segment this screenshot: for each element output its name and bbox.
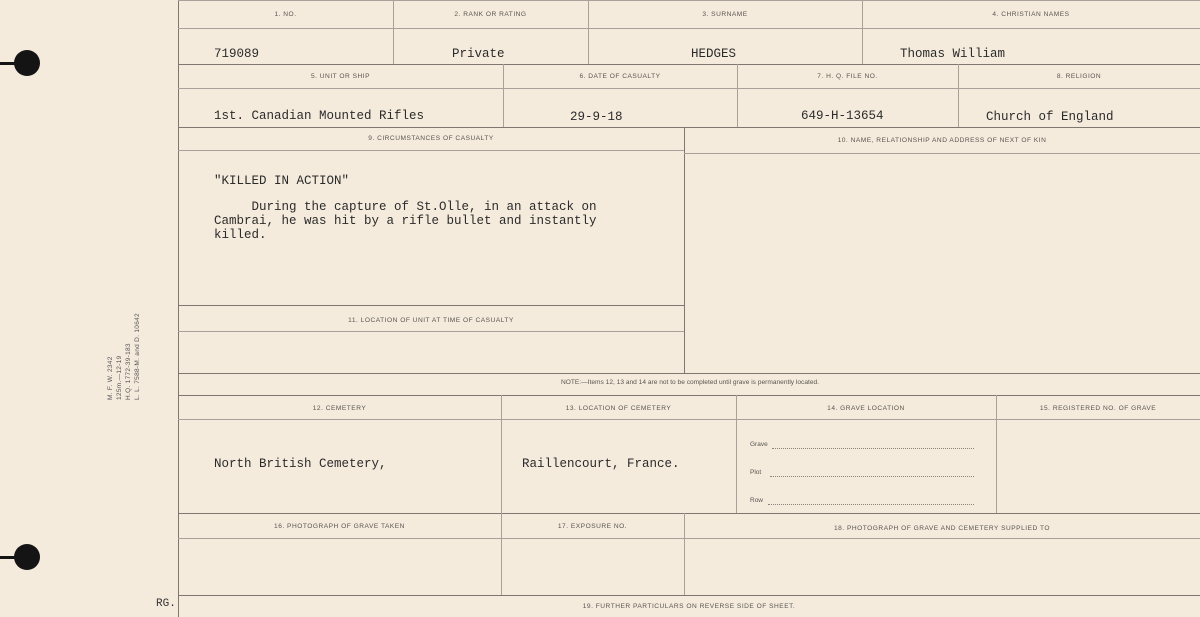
imprint-line: M. F. W. 2342 (107, 356, 114, 400)
rule (178, 0, 1200, 1)
circumstances-line: Cambrai, he was hit by a rifle bullet and instantly (214, 214, 597, 228)
photo-taken-label: 16. PHOTOGRAPH OF GRAVE TAKEN (274, 523, 405, 530)
no-value: 719089 (214, 47, 260, 61)
registered-no-label: 15. REGISTERED NO. OF GRAVE (1039, 405, 1157, 412)
religion-label: 8. RELIGION (1056, 73, 1102, 80)
surname-label: 3. SURNAME (702, 11, 748, 18)
rank-label: 2. RANK OR RATING (454, 11, 527, 18)
rule (178, 88, 1200, 89)
rule (178, 64, 1200, 65)
date-value: 29-9-18 (570, 110, 623, 124)
rule (178, 305, 684, 306)
rule (393, 0, 394, 64)
surname-value: HEDGES (691, 47, 737, 61)
rule (684, 153, 1200, 154)
circumstances-heading: "KILLED IN ACTION" (214, 174, 350, 188)
circumstances-line: killed. (214, 228, 267, 242)
grave-field-label: Grave (750, 441, 768, 448)
cemetery-value: North British Cemetery, (214, 457, 387, 471)
rule (178, 150, 684, 151)
rule (588, 0, 589, 64)
imprint-line: 125m.—12-19 (116, 355, 123, 400)
imprint-line: H.Q. 1772-39-183 (125, 343, 132, 400)
circumstances-line: During the capture of St.Olle, in an attack on (214, 200, 597, 214)
rule (996, 395, 997, 513)
file-no-value: 649-H-13654 (801, 109, 884, 123)
location-of-unit-label: 11. LOCATION OF UNIT AT TIME OF CASUALTY (348, 317, 514, 324)
rule (736, 395, 737, 513)
cemetery-location-label: 13. LOCATION OF CEMETERY (565, 405, 672, 412)
no-label: 1. NO. (274, 11, 297, 18)
exposure-no-label: 17. EXPOSURE NO. (557, 523, 628, 530)
plot-dotted-line (770, 476, 974, 477)
corner-code: RG. (156, 598, 176, 610)
rule (862, 0, 863, 64)
date-label: 6. DATE OF CASUALTY (579, 73, 661, 80)
next-of-kin-label: 10. NAME, RELATIONSHIP AND ADDRESS OF NEXT OF KIN (837, 137, 1047, 144)
unit-label: 5. UNIT OR SHIP (310, 73, 371, 80)
punch-hole-top-tab (0, 62, 16, 65)
grave-dotted-line (772, 448, 974, 449)
rule (178, 595, 1200, 596)
punch-hole-bottom (14, 544, 40, 570)
rule (178, 28, 1200, 29)
imprint-line: L. L. 7588-M. and D. 10642 (134, 313, 141, 400)
christian-names-label: 4. CHRISTIAN NAMES (992, 11, 1070, 18)
rule (178, 373, 1200, 374)
rank-value: Private (452, 47, 505, 61)
punch-hole-bottom-tab (0, 556, 16, 559)
religion-value: Church of England (986, 110, 1114, 124)
christian-names-value: Thomas William (900, 47, 1006, 61)
grave-note: NOTE:—Items 12, 13 and 14 are not to be completed until grave is permanently located. (560, 379, 820, 386)
rule (178, 331, 684, 332)
further-particulars-label: 19. FURTHER PARTICULARS ON REVERSE SIDE OF SHEET. (582, 603, 796, 610)
rule (178, 538, 1200, 539)
plot-field-label: Plot (750, 469, 762, 476)
row-dotted-line (768, 504, 974, 505)
photo-supplied-label: 18. PHOTOGRAPH OF GRAVE AND CEMETERY SUPPLIED TO (833, 525, 1050, 532)
grave-location-label: 14. GRAVE LOCATION (827, 405, 905, 412)
cemetery-label: 12. CEMETERY (312, 405, 367, 412)
row-field-label: Row (750, 497, 764, 504)
circumstances-label: 9. CIRCUMSTANCES OF CASUALTY (368, 135, 494, 142)
rule (178, 513, 1200, 514)
printer-imprint (106, 313, 142, 400)
rule (178, 419, 1200, 420)
rule (178, 395, 1200, 396)
cemetery-location-value: Raillencourt, France. (522, 457, 680, 471)
rule (501, 395, 502, 513)
rule (178, 127, 1200, 128)
punch-hole-top (14, 50, 40, 76)
file-no-label: 7. H. Q. FILE NO. (817, 73, 878, 80)
rule (684, 127, 685, 373)
unit-value: 1st. Canadian Mounted Rifles (214, 109, 425, 123)
